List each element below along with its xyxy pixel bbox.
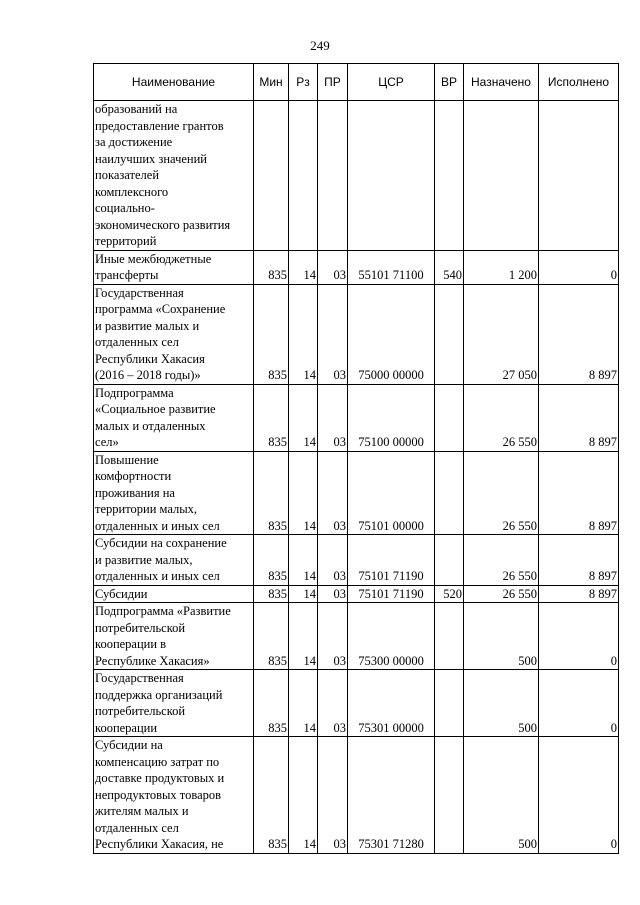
row-csr: 55101 71100 (348, 250, 435, 284)
table-row (94, 670, 619, 737)
row-pr: 03 (318, 250, 348, 284)
row-assigned: 500 (464, 603, 539, 670)
row-rz: 14 (289, 737, 318, 854)
row-assigned: 500 (464, 670, 539, 737)
row-vr (435, 384, 464, 451)
row-min: 835 (254, 284, 289, 384)
row-pr (318, 101, 348, 251)
row-rz: 14 (289, 670, 318, 737)
row-vr (435, 451, 464, 535)
row-executed: 8 897 (539, 384, 619, 451)
column-header-rz: Рз (289, 64, 318, 101)
column-header-pr: ПР (318, 64, 348, 101)
column-header-csr: ЦСР (348, 64, 435, 101)
row-rz (289, 101, 318, 251)
row-name-cell (94, 603, 254, 670)
row-executed: 0 (539, 737, 619, 854)
row-executed: 0 (539, 603, 619, 670)
row-vr (435, 101, 464, 251)
row-name: Подпрограмма «Социальное развитие малых и отдаленных сел» (95, 385, 216, 449)
row-csr: 75301 00000 (348, 670, 435, 737)
row-assigned: 1 200 (464, 250, 539, 284)
row-csr: 75000 00000 (348, 284, 435, 384)
row-min: 835 (254, 603, 289, 670)
row-vr (435, 670, 464, 737)
row-min: 835 (254, 737, 289, 854)
page-number: 249 (310, 38, 330, 53)
row-min (254, 101, 289, 251)
table-row (94, 250, 619, 284)
row-executed: 0 (539, 250, 619, 284)
table-header-row (94, 64, 619, 101)
row-assigned: 26 550 (464, 585, 539, 603)
row-vr: 520 (435, 585, 464, 603)
table-row (94, 737, 619, 854)
row-executed: 8 897 (539, 535, 619, 586)
row-assigned: 26 550 (464, 384, 539, 451)
row-min: 835 (254, 384, 289, 451)
row-name-cell (94, 101, 254, 251)
row-name-cell (94, 535, 254, 586)
row-min: 835 (254, 250, 289, 284)
row-pr: 03 (318, 737, 348, 854)
row-rz: 14 (289, 603, 318, 670)
table-row (94, 284, 619, 384)
row-pr: 03 (318, 284, 348, 384)
row-csr (348, 101, 435, 251)
row-rz: 14 (289, 585, 318, 603)
row-name: Субсидии на компенсацию затрат по доставке продуктовых и непродуктовых товаров жителям малых и отдаленных сел Республики Хакасия, не (95, 738, 225, 851)
row-name: Государственная поддержка организаций потребительской кооперации (95, 671, 223, 735)
row-name: Иные межбюджетные трансферты (95, 251, 212, 282)
row-assigned: 27 050 (464, 284, 539, 384)
table-row (94, 603, 619, 670)
row-csr: 75301 71280 (348, 737, 435, 854)
column-header-vr: ВР (435, 64, 464, 101)
row-rz: 14 (289, 384, 318, 451)
row-name-cell (94, 384, 254, 451)
row-pr: 03 (318, 535, 348, 586)
row-executed: 8 897 (539, 284, 619, 384)
row-pr: 03 (318, 451, 348, 535)
column-header-min: Мин (254, 64, 289, 101)
row-pr: 03 (318, 585, 348, 603)
row-vr (435, 737, 464, 854)
row-pr: 03 (318, 384, 348, 451)
row-rz: 14 (289, 451, 318, 535)
column-header-name: Наименование (94, 64, 254, 101)
table-row (94, 585, 619, 603)
row-name: Государственная программа «Сохранение и развитие малых и отдаленных сел Республики Хакасия (2016 – 2018 годы)» (95, 285, 226, 382)
row-vr: 540 (435, 250, 464, 284)
row-min: 835 (254, 451, 289, 535)
row-rz: 14 (289, 250, 318, 284)
row-min: 835 (254, 670, 289, 737)
row-csr: 75101 71190 (348, 535, 435, 586)
row-name-cell (94, 585, 254, 603)
row-min: 835 (254, 585, 289, 603)
row-rz: 14 (289, 535, 318, 586)
row-name: Подпрограмма «Развитие потребительской кооперации в Республике Хакасия» (95, 604, 231, 668)
row-assigned: 26 550 (464, 451, 539, 535)
row-name-cell (94, 451, 254, 535)
table-row (94, 101, 619, 251)
table-row (94, 535, 619, 586)
row-min: 835 (254, 535, 289, 586)
row-name-cell (94, 670, 254, 737)
row-name-cell (94, 737, 254, 854)
row-executed: 0 (539, 670, 619, 737)
table-row (94, 384, 619, 451)
row-executed (539, 101, 619, 251)
row-vr (435, 603, 464, 670)
row-name: Субсидии на сохранение и развитие малых, отдаленных и иных сел (95, 536, 227, 583)
row-csr: 75101 71190 (348, 585, 435, 603)
row-name-cell (94, 284, 254, 384)
row-name: Субсидии (95, 586, 148, 601)
row-csr: 75101 00000 (348, 451, 435, 535)
row-csr: 75300 00000 (348, 603, 435, 670)
row-assigned: 500 (464, 737, 539, 854)
row-vr (435, 535, 464, 586)
row-pr: 03 (318, 670, 348, 737)
row-name-cell (94, 250, 254, 284)
row-pr: 03 (318, 603, 348, 670)
row-assigned (464, 101, 539, 251)
budget-table (93, 63, 619, 854)
row-name: Повышение комфортности проживания на территории малых, отдаленных и иных сел (95, 452, 220, 533)
row-rz: 14 (289, 284, 318, 384)
column-header-assigned: Назначено (464, 64, 539, 101)
row-vr (435, 284, 464, 384)
row-executed: 8 897 (539, 451, 619, 535)
column-header-executed: Исполнено (539, 64, 619, 101)
row-assigned: 26 550 (464, 535, 539, 586)
table-row (94, 451, 619, 535)
row-name: образований на предоставление грантов за достижение наилучших значений показателей комплексного социально- экономического развития территорий (95, 102, 231, 248)
row-executed: 8 897 (539, 585, 619, 603)
row-csr: 75100 00000 (348, 384, 435, 451)
